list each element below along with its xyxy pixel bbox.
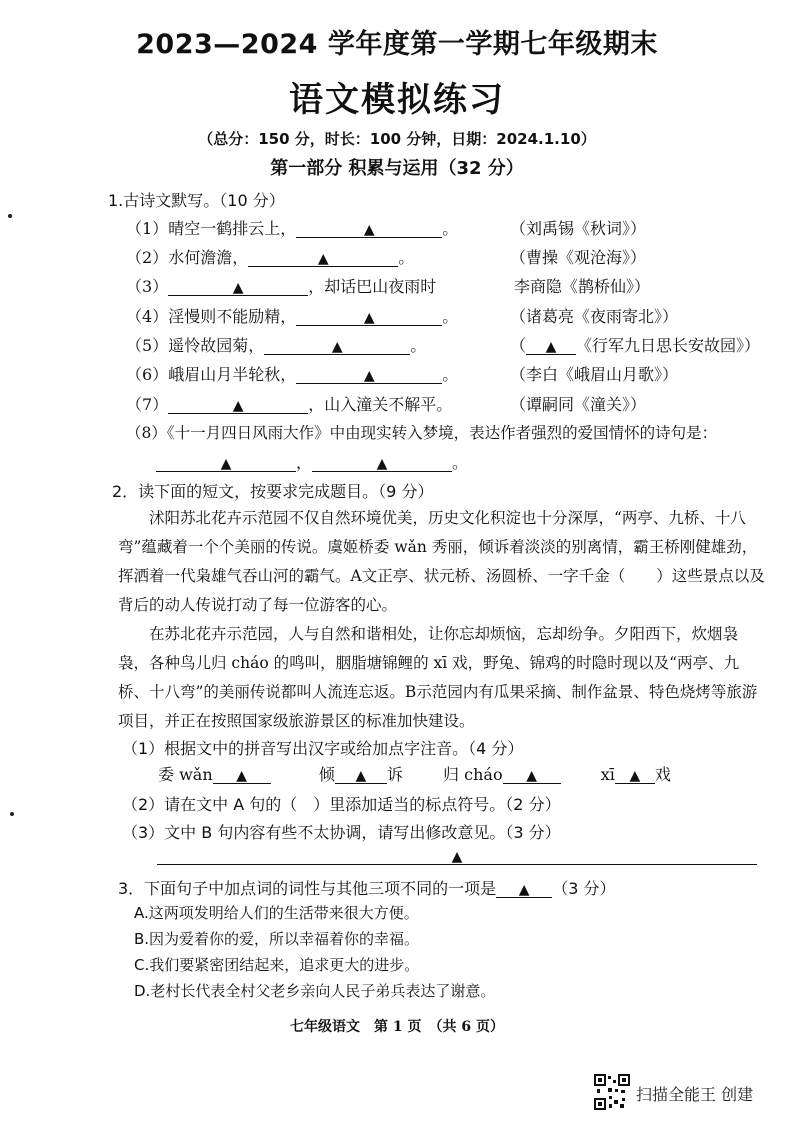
item-suffix: 。 <box>442 365 459 384</box>
item-prefix: 遥怜故园菊， <box>168 336 265 355</box>
marker-icon: ▲ <box>317 251 329 267</box>
marker-icon: ▲ <box>451 849 463 865</box>
answer-blank[interactable] <box>296 307 442 326</box>
item-prefix: 淫慢则不能励精， <box>168 307 297 326</box>
q1-source-3: 李商隐《鹊桥仙》） <box>514 277 651 296</box>
qr-code-icon <box>594 1074 630 1110</box>
exam-subtitle: 语文模拟练习 <box>289 80 505 120</box>
q2-sub3-answer-line[interactable] <box>157 846 757 865</box>
marker-icon: ▲ <box>236 768 248 784</box>
marker-icon: ▲ <box>363 368 375 384</box>
passage-paragraph-1: 沭阳苏北花卉示范园不仅自然环境优美，历史文化积淀也十分深厚，“两亭、九桥、十八弯”蕴藏着一个个美丽的传说。虞姬桥委 wǎn 秀丽，倾诉着淡淡的别离情，霸王桥刚健雄劲，挥洒着一代枭雄气吞山河的霸气。A文正亭、状元桥、汤圆桥、一字千金（ ）这些景点以及背后的动人传说打动了每一位游客的心。 <box>118 509 765 614</box>
marker-icon: ▲ <box>363 310 375 326</box>
q1-source-6: （李白《峨眉山月歌》） <box>510 365 679 384</box>
pinyin-row <box>158 762 671 785</box>
scan-speck <box>10 812 14 816</box>
pinyin-label: xī <box>600 765 615 784</box>
answer-blank[interactable] <box>526 336 576 355</box>
item-number: （6） <box>126 365 169 384</box>
q1-item-2 <box>126 245 414 268</box>
item-suffix: ，山入潼关不解平。 <box>308 395 453 414</box>
answer-blank[interactable] <box>168 277 308 296</box>
answer-blank[interactable] <box>503 765 561 784</box>
source-text: 《行军九日思长安故园》） <box>576 336 761 355</box>
marker-icon: ▲ <box>518 882 530 898</box>
q1-item-5 <box>126 333 426 356</box>
pinyin-after: 诉 <box>386 765 403 784</box>
marker-icon: ▲ <box>220 456 232 472</box>
q1-item-6 <box>126 362 458 385</box>
marker-icon: ▲ <box>232 280 244 296</box>
marker-icon: ▲ <box>629 768 641 784</box>
q1-heading: 1.古诗文默写。（10 分） <box>108 191 285 210</box>
answer-blank[interactable] <box>296 219 442 238</box>
q3-heading-score: （3 分） <box>552 879 616 898</box>
answer-blank[interactable] <box>156 453 296 472</box>
q2-sub3: （3）文中 B 句内容有些不太协调，请写出修改意见。（3 分） <box>122 823 561 842</box>
item-number: （1） <box>126 219 169 238</box>
q1-source-2: （曹操《观沧海》） <box>510 248 647 267</box>
q1-item-1 <box>126 216 458 239</box>
marker-icon: ▲ <box>363 222 375 238</box>
item-suffix: 。 <box>442 307 459 326</box>
marker-icon: ▲ <box>376 456 388 472</box>
q3-option-b: B.因为爱着你的爱，所以幸福着你的幸福。 <box>134 930 420 948</box>
item-suffix: 。 <box>452 453 469 472</box>
answer-blank[interactable] <box>312 453 452 472</box>
scanner-watermark: 扫描全能王 创建 <box>636 1085 754 1104</box>
source-open-paren: （ <box>510 336 527 355</box>
answer-blank[interactable] <box>615 765 655 784</box>
q1-item-4 <box>126 304 458 327</box>
q1-source-1: （刘禹锡《秋词》） <box>510 219 647 238</box>
q1-source-7: （谭嗣同《潼关》） <box>510 395 647 414</box>
pinyin-label: 归 cháo <box>443 765 503 784</box>
answer-blank[interactable] <box>213 765 271 784</box>
part-heading: 第一部分 积累与运用（32 分） <box>270 158 524 179</box>
marker-icon: ▲ <box>526 768 537 784</box>
q2-sub1: （1）根据文中的拼音写出汉字或给加点字注音。（4 分） <box>122 739 524 758</box>
answer-blank[interactable] <box>168 395 308 414</box>
pinyin-after: 戏 <box>654 765 671 784</box>
q3-heading <box>118 876 615 899</box>
q2-heading: 2．读下面的短文，按要求完成题目。（9 分） <box>112 482 434 501</box>
exam-title: 2023—2024 学年度第一学期七年级期末 <box>136 29 658 60</box>
item-number: （3） <box>126 277 169 296</box>
q2-passage <box>118 504 768 736</box>
q1-source-5 <box>510 333 760 356</box>
item-prefix: 峨眉山月半轮秋， <box>168 365 297 384</box>
q1-source-4: （诸葛亮《夜雨寄北》） <box>510 307 679 326</box>
q1-item-7 <box>126 392 452 415</box>
item-number: （5） <box>126 336 169 355</box>
scan-speck <box>8 214 12 218</box>
item-suffix: 。 <box>442 219 459 238</box>
q3-heading-text: 3．下面句子中加点词的词性与其他三项不同的一项是 <box>118 879 497 898</box>
q2-sub2: （2）请在文中 A 句的（ ）里添加适当的标点符号。（2 分） <box>122 795 561 814</box>
item-suffix: ，却话巴山夜雨时 <box>308 277 437 296</box>
q3-option-a: A.这两项发明给人们的生活带来很大方便。 <box>134 904 419 922</box>
q1-item-3 <box>126 274 436 297</box>
passage-paragraph-2: 在苏北花卉示范园，人与自然和谐相处，让你忘却烦恼，忘却纷争。夕阳西下，炊烟袅袅，各种鸟儿归 cháo 的鸣叫，胭脂塘锦鲤的 xī 戏，野兔、锦鸡的时隐时现以及“两亭、九桥、十八弯”的美丽传说都叫人流连忘返。B示范园内有瓜果采摘、制作盆景、特色烧烤等旅游项目，并正在按照国家级旅游景区的标准加快建设。 <box>118 625 758 730</box>
page-footer: 七年级语文 第 1 页 （共 6 页） <box>290 1019 504 1035</box>
item-number: （4） <box>126 307 169 326</box>
q3-option-d: D.老村长代表全村父老乡亲向人民子弟兵表达了谢意。 <box>134 982 496 1000</box>
q1-item-8: （8）《十一月四日风雨大作》中由现实转入梦境，表达作者强烈的爱国情怀的诗句是： <box>126 424 718 442</box>
marker-icon: ▲ <box>545 339 557 355</box>
item-suffix: 。 <box>410 336 427 355</box>
marker-icon: ▲ <box>232 398 244 414</box>
answer-blank[interactable] <box>296 365 442 384</box>
item-separator: ， <box>296 453 313 472</box>
q3-option-c: C.我们要紧密团结起来，追求更大的进步。 <box>134 956 420 974</box>
answer-blank[interactable] <box>496 879 552 898</box>
pinyin-label: 倾 <box>318 765 335 784</box>
item-number: （2） <box>126 248 169 267</box>
pinyin-label: 委 wǎn <box>158 765 213 784</box>
exam-meta: （总分：150 分，时长：100 分钟，日期：2024.1.10） <box>198 130 596 148</box>
item-prefix: 晴空一鹤排云上， <box>168 219 297 238</box>
item-number: （7） <box>126 395 169 414</box>
answer-blank[interactable] <box>335 765 387 784</box>
marker-icon: ▲ <box>331 339 343 355</box>
marker-icon: ▲ <box>355 768 367 784</box>
answer-blank[interactable] <box>248 248 398 267</box>
item-suffix: 。 <box>398 248 415 267</box>
q1-item-8-answer <box>156 450 468 473</box>
item-prefix: 水何澹澹， <box>168 248 249 267</box>
answer-blank[interactable] <box>264 336 410 355</box>
